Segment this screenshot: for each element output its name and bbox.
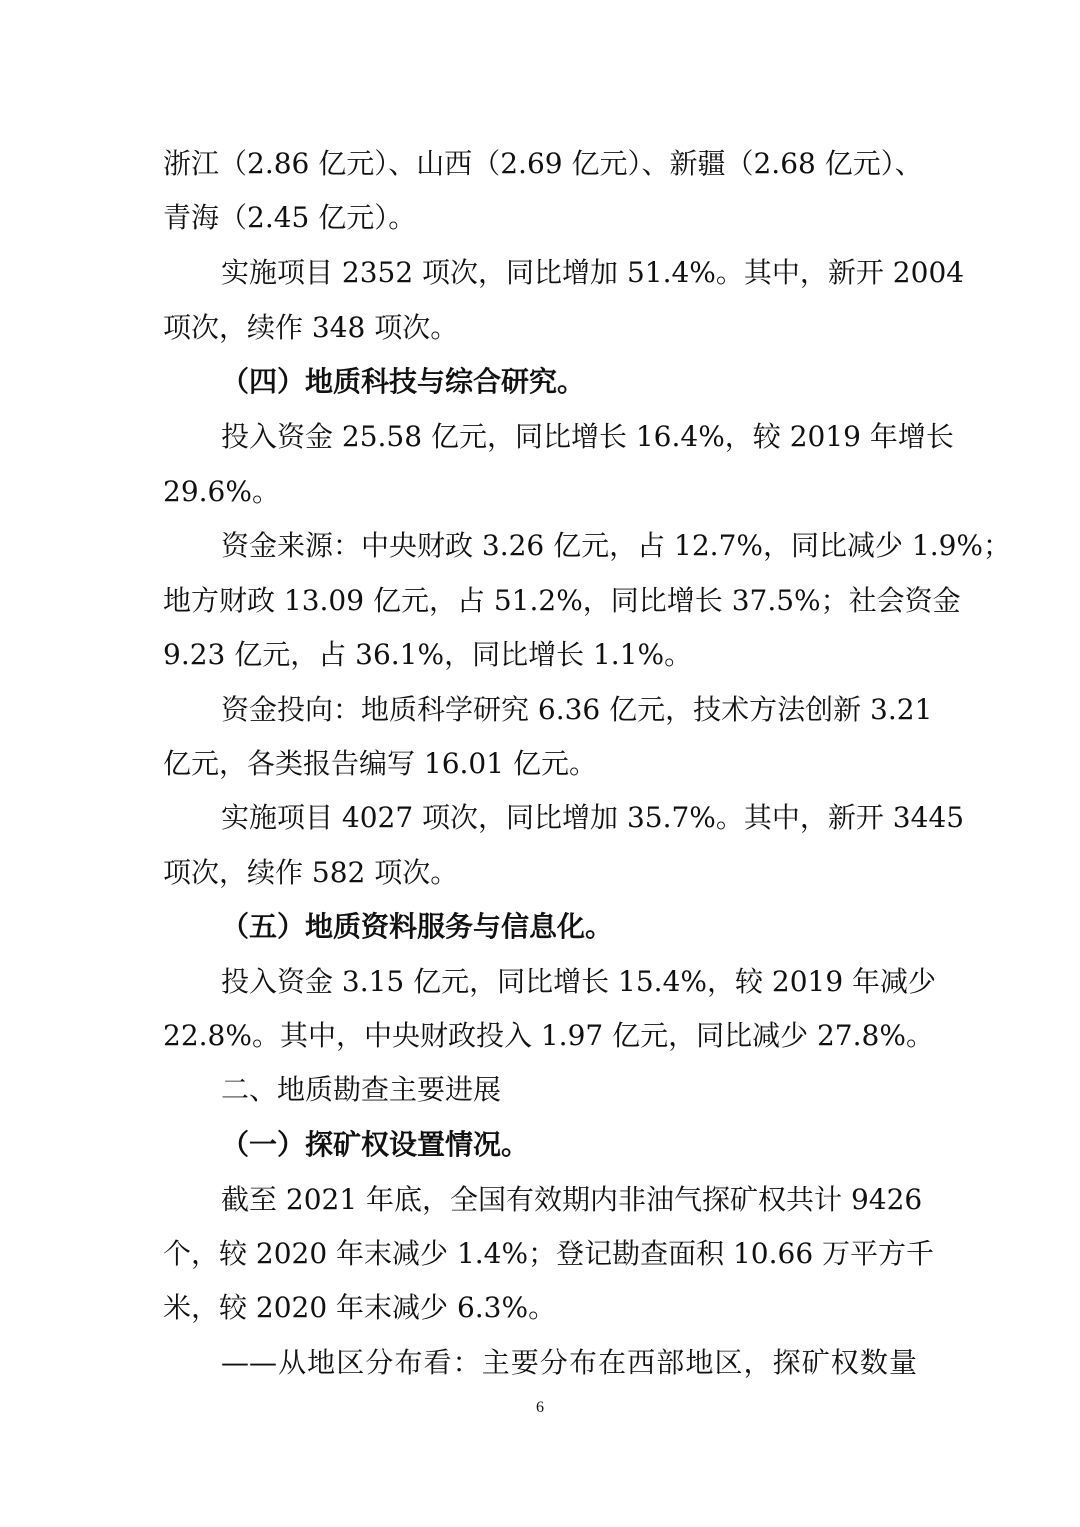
text-line: 22.8%。其中，中央财政投入 1.97 亿元，同比减少 27.8%。 [163, 1019, 934, 1052]
text-line: ——从地区分布看：主要分布在西部地区，探矿权数量 [221, 1346, 917, 1379]
text-line: 截至 2021 年底，全国有效期内非油气探矿权共计 9426 [221, 1183, 923, 1216]
text-line: 实施项目 4027 项次，同比增加 35.7%。其中，新开 3445 [221, 801, 965, 834]
text-line: 浙江（2.86 亿元）、山西（2.69 亿元）、新疆（2.68 亿元）、 [163, 147, 923, 180]
text-line: 投入资金 25.58 亿元，同比增长 16.4%，较 2019 年增长 [221, 420, 954, 453]
text-line: 个，较 2020 年末减少 1.4%；登记勘查面积 10.66 万平方千 [163, 1237, 935, 1270]
text-line: 项次，续作 582 项次。 [163, 856, 459, 889]
section-heading: （四）地质科技与综合研究。 [221, 365, 586, 398]
text-line: 青海（2.45 亿元）。 [163, 201, 417, 234]
text-line: 亿元，各类报告编写 16.01 亿元。 [163, 747, 597, 780]
text-line: 资金来源：中央财政 3.26 亿元，占 12.7%，同比减少 1.9%； [221, 529, 1012, 562]
page-number: 6 [536, 1399, 544, 1416]
chapter-heading: 二、地质勘查主要进展 [221, 1073, 502, 1106]
section-heading: （五）地质资料服务与信息化。 [221, 910, 614, 943]
text-line: 投入资金 3.15 亿元，同比增长 15.4%，较 2019 年减少 [221, 965, 937, 998]
section-heading: （一）探矿权设置情况。 [221, 1128, 530, 1161]
text-line: 资金投向：地质科学研究 6.36 亿元，技术方法创新 3.21 [221, 693, 933, 726]
text-line: 米，较 2020 年末减少 6.3%。 [163, 1291, 557, 1324]
text-line: 地方财政 13.09 亿元，占 51.2%，同比增长 37.5%；社会资金 [163, 584, 961, 617]
text-line: 29.6%。 [163, 475, 280, 508]
text-line: 实施项目 2352 项次，同比增加 51.4%。其中，新开 2004 [221, 256, 965, 289]
text-line: 9.23 亿元，占 36.1%，同比增长 1.1%。 [163, 638, 693, 671]
text-line: 项次，续作 348 项次。 [163, 311, 459, 344]
